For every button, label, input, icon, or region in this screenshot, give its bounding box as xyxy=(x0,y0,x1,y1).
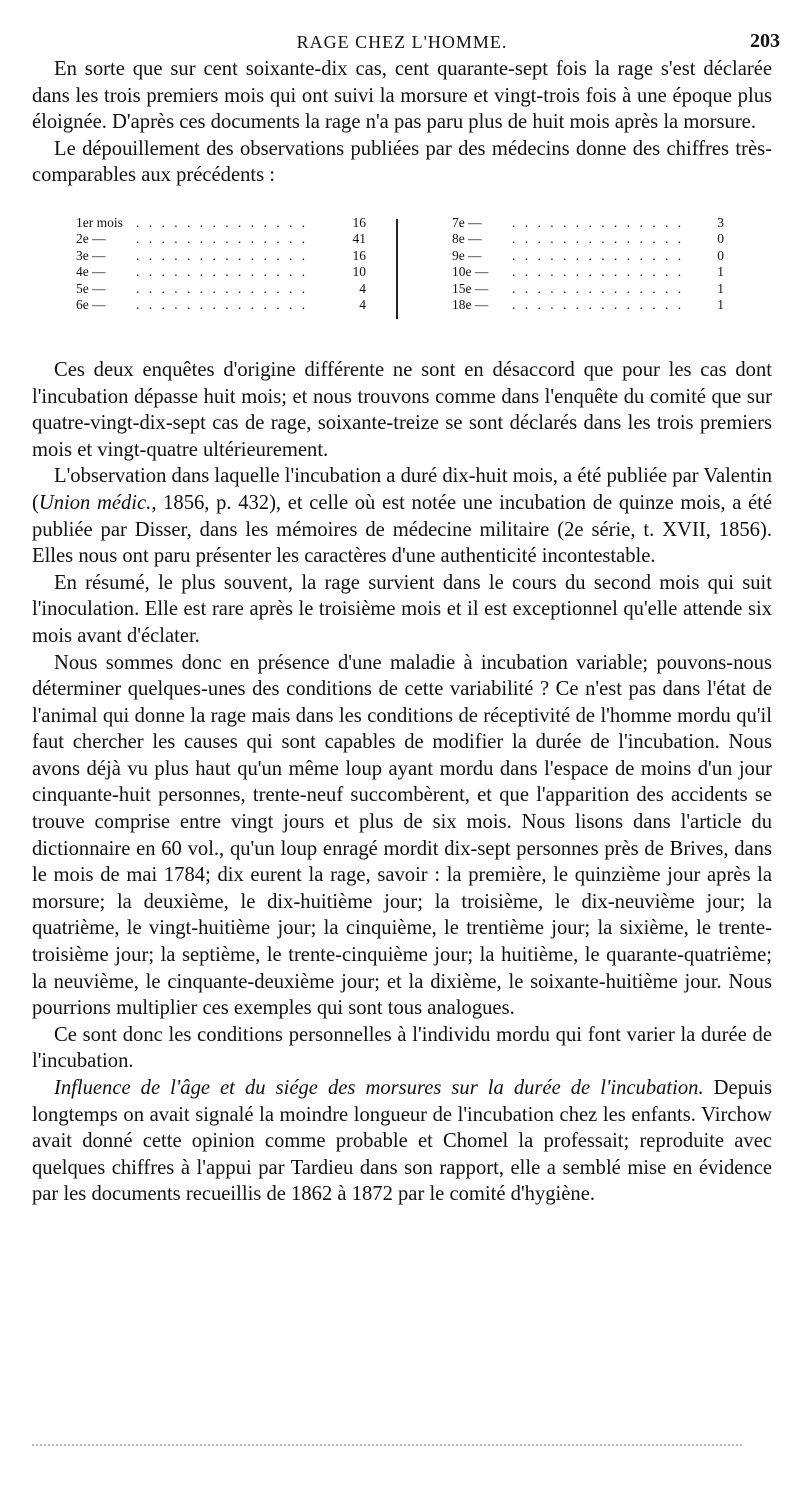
row-value: 0 xyxy=(717,247,724,263)
row-label: 4e — xyxy=(76,264,106,280)
row-value: 4 xyxy=(359,296,366,312)
incubation-table xyxy=(32,215,772,333)
table-row xyxy=(452,215,724,231)
row-label: 6e — xyxy=(76,296,106,312)
paragraph-observation xyxy=(32,463,772,569)
table-row xyxy=(76,264,366,280)
table-row xyxy=(76,297,366,313)
row-leader-dots: . . . . . . . . . . . . . . xyxy=(136,231,309,247)
row-value: 4 xyxy=(359,280,366,296)
footer-rule xyxy=(32,1444,742,1446)
row-leader-dots: . . . . . . . . . . . . . . xyxy=(512,296,685,312)
row-leader-dots: . . . . . . . . . . . . . . xyxy=(512,280,685,296)
book-page xyxy=(32,28,780,1208)
table-row xyxy=(452,297,724,313)
row-label: 15e — xyxy=(452,280,489,296)
paragraph-resume: En résumé, le plus souvent, la rage survient dans le cours du second mois qui suit l'inoculation. Elle est rare après le troisième mois et il est exceptionnel qu'elle attende six mois avant d'éclater. xyxy=(32,571,772,647)
table-row xyxy=(452,281,724,297)
row-value: 1 xyxy=(717,296,724,312)
row-label: 1er mois xyxy=(76,214,123,230)
row-label: 18e — xyxy=(452,296,489,312)
table-right-column xyxy=(452,215,724,313)
text-span: Depuis longtemps on avait signalé la moindre longueur de l'incubation chez les enfants. Virchow avait donné cette opinion comme probable et Chomel la professait; reproduite avec quelques chiffres à l'appui par Tardieu dans son rapport, elle a semblé mise en évidence par les documents recueillis de 1862 à 1872 par le comité d'hygiène. xyxy=(32,1077,772,1206)
row-label: 7e — xyxy=(452,214,482,230)
text-span: L'observation dans laquelle l'incubation a duré dix-huit mois, a été publiée par Valentin ( xyxy=(32,465,772,514)
paragraph-incubation-variable: Nous sommes donc en présence d'une maladie à incubation variable; pouvons-nous déterminer quelques-unes des conditions de cette variabilité ? Ce n'est pas dans l'état de l'animal qui donne la rage mais dans les conditions de réceptivité de l'homme mordu qu'il faut chercher les causes qui sont capables de modifier la durée de l'incubation. Nous avons déjà vu plus haut qu'un même loup ayant mordu dans l'espace de moins d'un jour cinquante-huit personnes, trente-neuf succombèrent, et que l'apparition des accidents se trouve comprise entre vingt jours et plus de six mois. Nous lisons dans l'article du dictionnaire en 60 vol., qu'un loup enragé mordit dix-sept personnes près de Brives, dans le mois de mai 1784; dix eurent la rage, savoir : la première, le quinzième jour après la morsure; la deuxième, le dix-huitième jour; la troisième, le dix-neuvième jour; la quatrième, le vingt-huitième jour; la cinquième, le trentième jour; la sixième, le trente-troisième jour; la septième, le trente-cinquième jour; la huitième, le quarante-quatrième; la neuvième, le cinquante-deuxième jour; et la dixième, le soixante-huitième jour. Nous pourrions multiplier ces exemples qui sont tous analogues. xyxy=(32,651,772,1020)
row-leader-dots: . . . . . . . . . . . . . . xyxy=(512,214,685,230)
row-value: 16 xyxy=(352,247,366,263)
row-label: 2e — xyxy=(76,231,106,247)
table-row xyxy=(452,248,724,264)
row-label: 8e — xyxy=(452,231,482,247)
table-row xyxy=(452,264,724,280)
row-leader-dots: . . . . . . . . . . . . . . xyxy=(136,280,309,296)
row-leader-dots: . . . . . . . . . . . . . . xyxy=(512,247,685,263)
row-value: 1 xyxy=(717,264,724,280)
row-leader-dots: . . . . . . . . . . . . . . xyxy=(512,264,685,280)
row-value: 10 xyxy=(352,264,366,280)
row-leader-dots: . . . . . . . . . . . . . . xyxy=(512,231,685,247)
table-row xyxy=(452,231,724,247)
row-value: 0 xyxy=(717,231,724,247)
citation-union-medic: Union médic. xyxy=(38,491,152,514)
paragraph-enquetes: Ces deux enquêtes d'origine différente ne sont en désaccord que pour les cas dont l'incubation dépasse huit mois; et nous trouvons comme dans l'enquête du comité que sur quatre-vingt-dix-sept cas de rage, soixante-treize se sont déclarés dans les trois premiers mois et vingt-quatre ultérieurement. xyxy=(32,358,772,461)
paragraph-influence-age xyxy=(32,1075,772,1208)
paragraph-intro-1: En sorte que sur cent soixante-dix cas, cent quarante-sept fois la rage s'est déclarée dans les trois premiers mois qui ont suivi la morsure et vingt-trois fois à une époque plus éloignée. D'après ces documents la rage n'a pas paru plus de huit mois après la morsure. xyxy=(32,58,772,134)
row-label: 5e — xyxy=(76,280,106,296)
table-left-column xyxy=(76,215,366,313)
table-row xyxy=(76,215,366,231)
row-value: 1 xyxy=(717,280,724,296)
text-span: , 1856, p. 432), et celle où est notée une incubation de quinze mois, a été publiée par Disser, dans les mémoires de médecine militaire (2e série, t. XVII, 1856). Elles nous ont paru présenter les caractères d'une authenticité incontestable. xyxy=(32,491,772,568)
running-title: RAGE CHEZ L'HOMME. xyxy=(296,32,508,52)
page-header xyxy=(32,28,780,56)
row-leader-dots: . . . . . . . . . . . . . . xyxy=(136,247,309,263)
row-leader-dots: . . . . . . . . . . . . . . xyxy=(136,214,309,230)
table-row xyxy=(76,231,366,247)
row-value: 3 xyxy=(717,214,724,230)
row-label: 3e — xyxy=(76,247,106,263)
row-value: 16 xyxy=(352,214,366,230)
row-leader-dots: . . . . . . . . . . . . . . xyxy=(136,264,309,280)
page-number: 203 xyxy=(750,30,780,52)
table-row xyxy=(76,248,366,264)
row-value: 41 xyxy=(352,231,366,247)
row-leader-dots: . . . . . . . . . . . . . . xyxy=(136,296,309,312)
table-row xyxy=(76,281,366,297)
paragraph-conditions: Ce sont donc les conditions personnelles à l'individu mordu qui font varier la durée de l'incubation. xyxy=(32,1023,772,1073)
row-label: 10e — xyxy=(452,264,489,280)
section-heading-italic: Influence de l'âge et du siége des morsures sur la durée de l'incubation. xyxy=(54,1077,704,1099)
paragraph-intro-2: Le dépouillement des observations publiées par des médecins donne des chiffres très-comparables aux précédents : xyxy=(32,137,772,187)
table-divider xyxy=(396,219,398,319)
row-label: 9e — xyxy=(452,247,482,263)
